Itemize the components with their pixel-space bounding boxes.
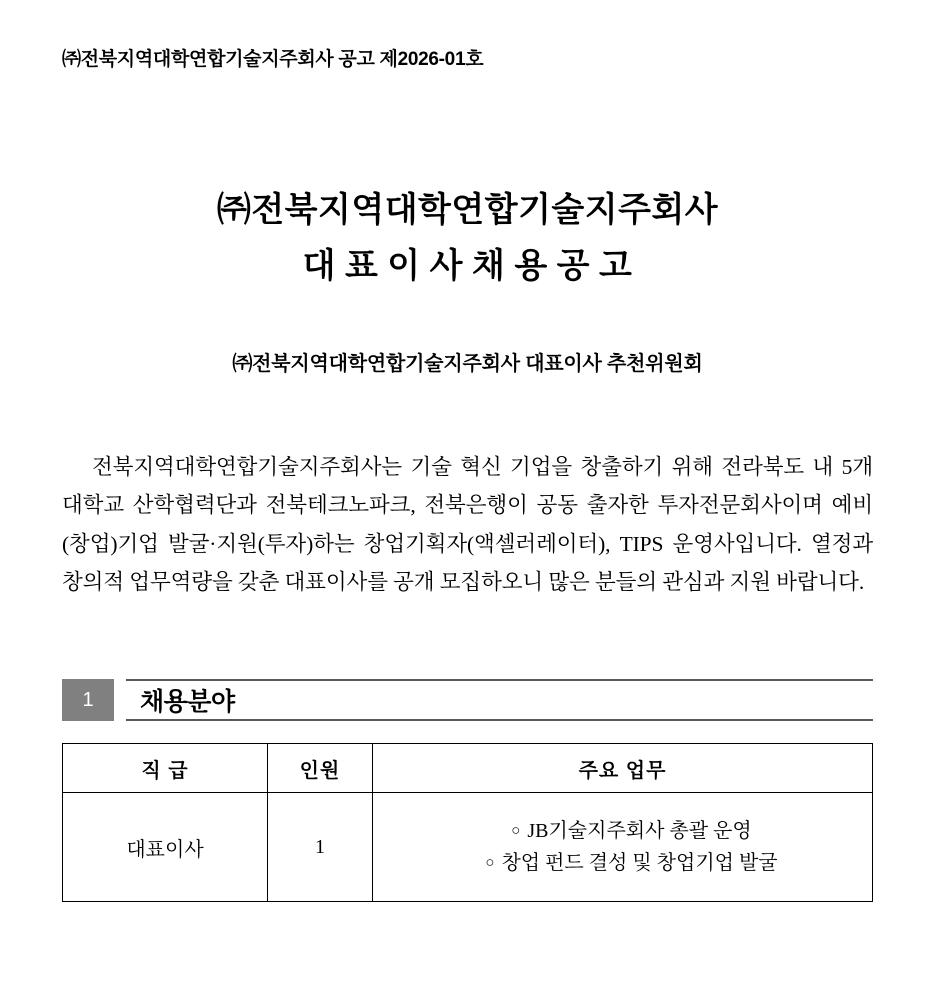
duty-list-item <box>391 815 872 847</box>
title-block <box>62 183 873 295</box>
cell-duties <box>373 793 873 902</box>
page-title-line-2: 대 표 이 사 채 용 공 고 <box>302 248 633 286</box>
notice-number: ㈜전북지역대학연합기술지주회사 공고 제2026-01호 <box>62 49 484 70</box>
duty-list-item <box>391 847 872 879</box>
table-header-count: 인원 <box>268 744 373 793</box>
table-row <box>63 793 873 902</box>
table-header-duties: 주요 업무 <box>373 744 873 793</box>
table-header-row <box>63 744 873 793</box>
cell-count: 1 <box>268 793 373 902</box>
duty-text: JB기술지주회사 총괄 운영 <box>527 819 752 842</box>
section-title-wrapper <box>126 679 873 721</box>
duty-text: 창업 펀드 결성 및 창업기업 발굴 <box>501 852 778 875</box>
committee-name: ㈜전북지역대학연합기술지주회사 대표이사 추천위원회 <box>232 353 703 376</box>
intro-paragraph: 전북지역대학연합기술지주회사는 기술 혁신 기업을 창출하기 위해 전라북도 내 5개 대학교 산학협력단과 전북테크노파크, 전북은행이 공동 출자한 투자전문회사이며 예비(창업)기업 발굴·지원(투자)하는 창업기획자(액셀러레이터), TIPS 운영사입니다. 열정과 창의적 업무역량을 갖춘 대표이사를 공개 모집하오니 많은 분들의 관심과 지원 바랍니다. <box>62 455 873 594</box>
section-title: 채용분야 <box>140 688 235 717</box>
section-number-badge: 1 <box>62 679 114 721</box>
recruitment-table <box>62 743 873 902</box>
section-header-1 <box>62 679 873 721</box>
table-header-rank: 직 급 <box>63 744 268 793</box>
cell-rank: 대표이사 <box>63 793 268 902</box>
bullet-circle-icon: ○ <box>511 822 521 839</box>
bullet-circle-icon: ○ <box>485 855 495 872</box>
page-title-line-1: ㈜전북지역대학연합기술지주회사 <box>216 192 719 229</box>
